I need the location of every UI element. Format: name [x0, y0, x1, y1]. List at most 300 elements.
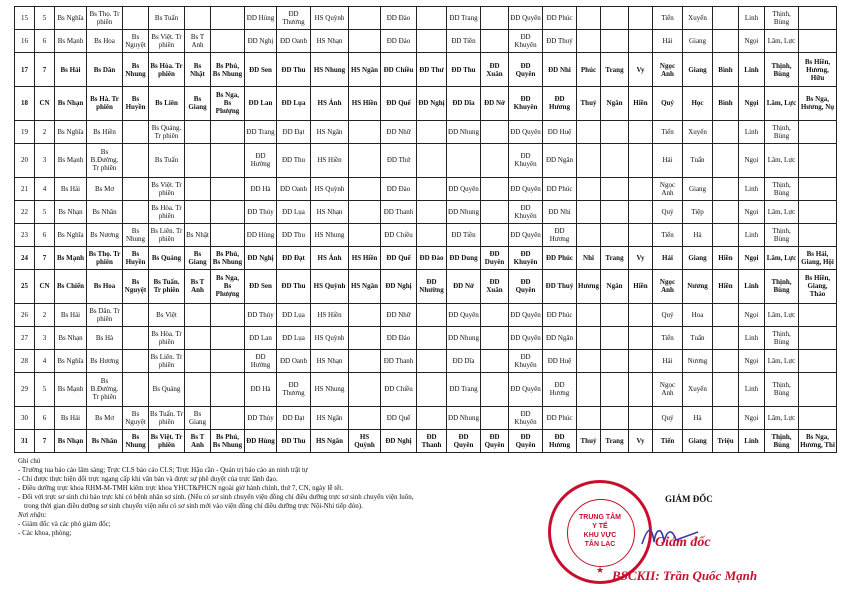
duty-cell	[349, 223, 381, 246]
date-cell: 23	[15, 223, 35, 246]
duty-cell	[601, 7, 629, 30]
duty-cell: ĐD Trang	[245, 120, 277, 143]
duty-cell	[577, 7, 601, 30]
duty-cell: Bs Nghĩa	[55, 349, 87, 372]
duty-cell: ĐD Hương	[543, 86, 577, 120]
duty-cell	[799, 30, 837, 53]
duty-cell: HS Hiền	[349, 86, 381, 120]
duty-cell	[481, 406, 509, 429]
table-row	[15, 53, 837, 87]
table-row	[15, 326, 837, 349]
duty-cell: Linh	[739, 7, 765, 30]
duty-cell	[577, 177, 601, 200]
duty-cell: ĐD Thu	[277, 429, 311, 452]
duty-cell	[601, 326, 629, 349]
duty-cell: ĐD Ngân	[543, 326, 577, 349]
duty-cell: Thịnh, Bùng	[765, 429, 799, 452]
duty-cell	[799, 303, 837, 326]
duty-cell	[601, 349, 629, 372]
duty-cell	[417, 177, 447, 200]
duty-cell: Giang	[683, 30, 713, 53]
duty-cell	[629, 223, 653, 246]
table-row	[15, 200, 837, 223]
duty-cell: ĐD Thanh	[381, 349, 417, 372]
duty-cell: Ngọc Anh	[653, 269, 683, 303]
duty-cell: ĐD Dĩa	[447, 349, 481, 372]
duty-cell: Bình	[713, 53, 739, 87]
duty-cell: Hiền	[713, 269, 739, 303]
duty-cell: Bs T Anh	[185, 269, 211, 303]
duty-schedule-table	[14, 6, 837, 453]
duty-cell	[123, 7, 149, 30]
duty-cell: Ngọi	[739, 143, 765, 177]
duty-cell: Thịnh, Bùng	[765, 223, 799, 246]
duty-cell	[713, 7, 739, 30]
duty-cell	[601, 200, 629, 223]
duty-cell: Giang	[683, 177, 713, 200]
date-cell: 29	[15, 372, 35, 406]
duty-cell: HS Ngân	[349, 53, 381, 87]
duty-cell: Hải	[653, 30, 683, 53]
duty-cell: Linh	[739, 269, 765, 303]
duty-cell: ĐD Thu	[447, 53, 481, 87]
duty-cell	[481, 223, 509, 246]
duty-cell: ĐD Quyên	[509, 223, 543, 246]
date-cell: 30	[15, 406, 35, 429]
duty-cell: Tiệp	[683, 200, 713, 223]
duty-cell	[481, 30, 509, 53]
duty-cell: ĐD Nhung	[447, 200, 481, 223]
duty-cell	[349, 326, 381, 349]
date-cell: 24	[15, 246, 35, 269]
duty-cell: ĐD Thủy	[245, 406, 277, 429]
duty-cell: Linh	[739, 372, 765, 406]
duty-cell	[349, 7, 381, 30]
duty-cell: Giang	[683, 246, 713, 269]
duty-cell	[349, 143, 381, 177]
duty-cell: Thuỷ	[577, 429, 601, 452]
duty-cell: HS Ngân	[311, 120, 349, 143]
duty-cell: ĐD Đào	[381, 177, 417, 200]
duty-cell: Lâm, Lực	[765, 246, 799, 269]
duty-cell: ĐD Sen	[245, 269, 277, 303]
duty-cell: Bs Thọ. Tr phiên	[87, 246, 123, 269]
date-cell: 31	[15, 429, 35, 452]
note-line: trong thời gian điều dưỡng sơ sinh chuyển viện nếu có sơ sinh mới vào viện đồng chí điều dưỡng trực Nội-Nhi tiếp đón).	[24, 502, 363, 510]
weekday-cell: CN	[35, 269, 55, 303]
duty-cell	[211, 406, 245, 429]
duty-cell: ĐD Đạt	[277, 120, 311, 143]
duty-cell: Quý	[653, 200, 683, 223]
duty-cell: ĐD Thư	[417, 53, 447, 87]
duty-cell: Lâm, Lực	[765, 30, 799, 53]
duty-cell: Học	[683, 86, 713, 120]
duty-cell: Bs Nhạn	[55, 429, 87, 452]
duty-cell: ĐD Phúc	[543, 7, 577, 30]
duty-cell: ĐD Hà	[245, 177, 277, 200]
duty-cell: ĐD Quyên	[509, 7, 543, 30]
recipient-line: - Các khoa, phòng;	[18, 529, 72, 537]
duty-cell: ĐD Khuyên	[509, 349, 543, 372]
duty-cell	[577, 200, 601, 223]
duty-cell	[211, 177, 245, 200]
duty-cell	[577, 349, 601, 372]
duty-cell: Tiến	[653, 120, 683, 143]
duty-cell	[123, 143, 149, 177]
duty-cell: ĐD Phúc	[543, 177, 577, 200]
date-cell: 22	[15, 200, 35, 223]
duty-cell: Bs Hòa. Tr phiên	[149, 200, 185, 223]
duty-cell: Lâm, Lực	[765, 303, 799, 326]
duty-cell: ĐD Oanh	[277, 349, 311, 372]
duty-cell	[211, 372, 245, 406]
duty-cell	[123, 303, 149, 326]
duty-cell: Hải	[653, 143, 683, 177]
duty-cell: Ngọi	[739, 86, 765, 120]
duty-cell: Bs T Anh	[185, 30, 211, 53]
duty-cell: Bs Mơ	[87, 177, 123, 200]
duty-cell: Tiến	[653, 326, 683, 349]
duty-cell: ĐD Tiền	[447, 223, 481, 246]
duty-cell	[447, 143, 481, 177]
weekday-cell: 5	[35, 372, 55, 406]
duty-cell	[211, 7, 245, 30]
duty-cell: Ngọi	[739, 303, 765, 326]
duty-cell: Bs B.Đường. Tr phiên	[87, 143, 123, 177]
duty-cell: ĐD Thanh	[417, 429, 447, 452]
duty-cell	[123, 200, 149, 223]
duty-cell: ĐD Thanh	[381, 200, 417, 223]
duty-cell: ĐD Xuân	[481, 53, 509, 87]
duty-cell: Vy	[629, 429, 653, 452]
duty-cell: Bs Hải	[55, 53, 87, 87]
duty-cell: Thuỷ	[577, 86, 601, 120]
duty-cell: ĐD Hương	[543, 372, 577, 406]
weekday-cell: 7	[35, 246, 55, 269]
duty-cell: ĐD Khuyên	[509, 30, 543, 53]
duty-cell	[211, 143, 245, 177]
duty-cell	[123, 177, 149, 200]
duty-cell: Bs Hòa. Tr phiên	[149, 53, 185, 87]
note-line: - Đối với trực sơ sinh chỉ báo trực khi có bệnh nhân sơ sinh. (Nếu có sơ sinh chuyển viện đồng chí điều dưỡng trực sơ sinh chuyển viện luôn,	[18, 493, 414, 501]
duty-cell	[481, 177, 509, 200]
duty-cell: ĐD Nghị	[381, 269, 417, 303]
duty-cell	[799, 200, 837, 223]
duty-cell: Bs Nga, Bs Phượng	[211, 269, 245, 303]
duty-cell: Ngọi	[739, 30, 765, 53]
duty-cell: ĐD Đảo	[381, 326, 417, 349]
duty-cell: Lâm, Lực	[765, 200, 799, 223]
duty-cell: Bs Việt. Tr phiên	[149, 429, 185, 452]
date-cell: 15	[15, 7, 35, 30]
duty-cell: Bs Nhạn	[55, 200, 87, 223]
duty-cell: Triệu	[713, 429, 739, 452]
signer-name: BSCKII: Trần Quốc Mạnh	[612, 568, 758, 583]
date-cell: 28	[15, 349, 35, 372]
duty-cell: ĐD Oanh	[277, 30, 311, 53]
table-row	[15, 349, 837, 372]
duty-cell: Vy	[629, 246, 653, 269]
duty-cell: ĐD Nhung	[447, 406, 481, 429]
duty-cell: ĐD Quyên	[509, 372, 543, 406]
duty-cell: HS Hiền	[311, 143, 349, 177]
duty-cell: Bs Giang	[185, 246, 211, 269]
duty-cell: Giang	[683, 53, 713, 87]
duty-cell	[481, 326, 509, 349]
duty-cell	[601, 223, 629, 246]
duty-cell: ĐD Thu	[277, 143, 311, 177]
duty-cell: ĐD Quế	[381, 86, 417, 120]
duty-cell: ĐD Nhi	[543, 200, 577, 223]
duty-cell	[417, 143, 447, 177]
duty-cell: Bs Tuấn	[149, 7, 185, 30]
duty-cell	[629, 372, 653, 406]
duty-cell	[417, 200, 447, 223]
duty-cell: ĐD Quyên	[447, 177, 481, 200]
duty-cell: Bs Hiền	[87, 120, 123, 143]
duty-cell	[629, 349, 653, 372]
duty-cell: HS Nhạn	[311, 349, 349, 372]
duty-cell: ĐD Nghị	[381, 429, 417, 452]
duty-cell: Bs Tuấn. Tr phiên	[149, 406, 185, 429]
duty-cell: ĐD Quyên	[447, 429, 481, 452]
weekday-cell: 6	[35, 30, 55, 53]
duty-cell	[185, 120, 211, 143]
duty-cell: Bs Nhân	[87, 429, 123, 452]
weekday-cell: 6	[35, 223, 55, 246]
duty-cell: ĐD Nhi	[543, 53, 577, 87]
duty-cell: ĐD Xuân	[481, 269, 509, 303]
duty-cell: Bs Nghĩa	[55, 223, 87, 246]
duty-cell: ĐD Hường	[245, 349, 277, 372]
duty-cell: ĐD Quyên	[447, 303, 481, 326]
duty-cell	[713, 120, 739, 143]
duty-cell: ĐD Sen	[245, 53, 277, 87]
duty-cell: ĐD Chiều	[381, 53, 417, 87]
duty-cell: Linh	[739, 326, 765, 349]
duty-cell: HS Ánh	[311, 246, 349, 269]
weekday-cell: 3	[35, 326, 55, 349]
duty-cell	[601, 30, 629, 53]
duty-cell: Ngọi	[739, 406, 765, 429]
duty-cell: Bs Hải	[55, 177, 87, 200]
duty-cell: ĐD Phúc	[543, 303, 577, 326]
duty-cell: Bs Nguyệt	[123, 269, 149, 303]
duty-cell	[799, 120, 837, 143]
duty-cell	[349, 372, 381, 406]
duty-cell	[123, 120, 149, 143]
duty-cell	[629, 406, 653, 429]
duty-cell	[417, 372, 447, 406]
duty-cell	[185, 7, 211, 30]
seal-star-icon: ★	[595, 565, 605, 575]
date-cell: 19	[15, 120, 35, 143]
duty-cell	[799, 372, 837, 406]
duty-cell	[417, 303, 447, 326]
duty-cell: Bs Hòa. Tr phiên	[149, 326, 185, 349]
duty-cell: ĐD Nhường	[417, 269, 447, 303]
duty-cell: HS Nhung	[311, 372, 349, 406]
duty-cell: Bs Nhạn	[55, 86, 87, 120]
duty-cell: Hải	[653, 246, 683, 269]
duty-cell: ĐD Thu	[277, 269, 311, 303]
duty-cell: ĐD Nhữ	[381, 303, 417, 326]
duty-cell: Bs Hải, Giang, Hội	[799, 246, 837, 269]
duty-cell: Bs Nga, Bs Phượng	[211, 86, 245, 120]
duty-cell: Bs Nghĩa	[55, 120, 87, 143]
duty-cell	[601, 372, 629, 406]
duty-cell: Bs Nhung	[123, 53, 149, 87]
duty-cell: Lâm, Lực	[765, 86, 799, 120]
duty-cell: Bs Nhung	[123, 223, 149, 246]
duty-cell	[577, 303, 601, 326]
duty-cell	[185, 372, 211, 406]
duty-cell: ĐD Thứ	[381, 143, 417, 177]
duty-cell	[799, 223, 837, 246]
table-row	[15, 372, 837, 406]
duty-cell: HS Ngân	[349, 269, 381, 303]
duty-cell: Bs Quảng. Tr phiên	[149, 120, 185, 143]
duty-cell: ĐD Quyên	[509, 303, 543, 326]
duty-cell: ĐD Thương	[277, 372, 311, 406]
duty-cell: Bs Giang	[185, 406, 211, 429]
duty-cell: HS Quỳnh	[311, 177, 349, 200]
duty-cell: Bs Liên. Tr phiên	[149, 223, 185, 246]
duty-cell	[713, 30, 739, 53]
duty-cell	[417, 30, 447, 53]
duty-cell: ĐD Quyên	[509, 120, 543, 143]
duty-cell: HS Quỳnh	[311, 269, 349, 303]
duty-cell: ĐD Thủy	[245, 303, 277, 326]
duty-cell	[713, 200, 739, 223]
table-row	[15, 143, 837, 177]
duty-cell	[713, 349, 739, 372]
duty-cell: Thịnh, Bùng	[765, 177, 799, 200]
duty-cell: Nương	[683, 349, 713, 372]
duty-cell: ĐD Lụa	[277, 86, 311, 120]
weekday-cell: 4	[35, 177, 55, 200]
duty-cell: ĐD Duyên	[481, 246, 509, 269]
duty-cell: ĐD Trang	[447, 7, 481, 30]
duty-cell: HS Quỳnh	[349, 429, 381, 452]
duty-cell: Hà	[683, 223, 713, 246]
seal-text: TÂN LẠC	[584, 541, 616, 548]
table-row	[15, 303, 837, 326]
duty-cell: ĐD Lụa	[277, 326, 311, 349]
duty-cell	[601, 120, 629, 143]
signature-title: GIÁM ĐỐC	[665, 494, 713, 504]
duty-cell: HS Quỳnh	[311, 7, 349, 30]
duty-cell: ĐD Khuyên	[509, 200, 543, 223]
duty-cell: Bs Phú, Bs Nhung	[211, 429, 245, 452]
duty-cell: Bs Hiền, Hương, Hữu	[799, 53, 837, 87]
duty-cell: ĐD Dung	[447, 246, 481, 269]
duty-cell: Bs Việt. Tr phiên	[149, 30, 185, 53]
duty-cell: ĐD Phúc	[543, 406, 577, 429]
duty-cell	[577, 326, 601, 349]
table-row	[15, 246, 837, 269]
duty-cell: Bs Mạnh	[55, 246, 87, 269]
duty-cell: ĐD Hường	[245, 143, 277, 177]
duty-cell: ĐD Quyên	[509, 269, 543, 303]
duty-cell: HS Hiền	[311, 303, 349, 326]
duty-cell: Ngọc Anh	[653, 372, 683, 406]
duty-cell	[629, 303, 653, 326]
duty-cell	[417, 223, 447, 246]
duty-cell: ĐD Lan	[245, 86, 277, 120]
duty-cell: ĐD Chiều	[381, 372, 417, 406]
duty-cell: Bs Hải	[55, 406, 87, 429]
duty-cell: Tiến	[653, 223, 683, 246]
duty-cell: Bs Quảng	[149, 246, 185, 269]
note-line: - Điều dưỡng trực khoa RHM-M-TMH kiêm trực khoa YHCT&PHCN ngoài giờ hành chính, thứ 7, CN, ngày lễ tết.	[18, 484, 344, 492]
duty-cell: ĐD Nở	[481, 86, 509, 120]
duty-cell: Tiến	[653, 429, 683, 452]
table-row	[15, 7, 837, 30]
duty-cell	[211, 200, 245, 223]
duty-cell: HS Hiền	[349, 246, 381, 269]
duty-cell	[629, 120, 653, 143]
date-cell: 27	[15, 326, 35, 349]
duty-cell: Linh	[739, 177, 765, 200]
duty-cell	[417, 120, 447, 143]
duty-cell	[211, 223, 245, 246]
duty-cell: Bs Mạnh	[55, 143, 87, 177]
date-cell: 26	[15, 303, 35, 326]
duty-cell: Bs Hoa	[87, 269, 123, 303]
duty-cell	[713, 223, 739, 246]
date-cell: 21	[15, 177, 35, 200]
duty-cell: Ngọi	[739, 246, 765, 269]
duty-cell: Tuấn	[683, 326, 713, 349]
duty-cell: Hương	[577, 269, 601, 303]
duty-cell: Tuấn	[683, 143, 713, 177]
duty-cell: ĐD Nở	[447, 269, 481, 303]
duty-cell	[211, 30, 245, 53]
duty-cell: ĐD Nhung	[447, 326, 481, 349]
duty-cell: ĐD Khuyên	[509, 246, 543, 269]
duty-cell: ĐD Nghị	[417, 86, 447, 120]
duty-cell: Ngọc Anh	[653, 177, 683, 200]
duty-cell: Bs Chiến	[55, 269, 87, 303]
duty-cell: Bs Mạnh	[55, 30, 87, 53]
duty-cell: Thịnh, Bùng	[765, 7, 799, 30]
duty-cell	[713, 326, 739, 349]
duty-cell: ĐD Quyên	[481, 429, 509, 452]
duty-cell: HS Ngân	[311, 429, 349, 452]
duty-cell	[577, 406, 601, 429]
weekday-cell: 5	[35, 7, 55, 30]
duty-cell: Xuyến	[683, 7, 713, 30]
duty-cell: Hoa	[683, 303, 713, 326]
duty-cell	[481, 7, 509, 30]
duty-cell	[577, 372, 601, 406]
duty-cell	[713, 406, 739, 429]
table-row	[15, 120, 837, 143]
duty-cell	[629, 200, 653, 223]
duty-cell: ĐD Quyên	[509, 177, 543, 200]
duty-cell: ĐD Khuyên	[509, 406, 543, 429]
duty-cell	[123, 372, 149, 406]
duty-cell: Bs Thọ. Tr phiên	[87, 7, 123, 30]
duty-cell: Linh	[739, 429, 765, 452]
duty-cell	[577, 143, 601, 177]
duty-cell: Ngọc Anh	[653, 53, 683, 87]
table-row	[15, 223, 837, 246]
duty-cell: HS Nhung	[311, 53, 349, 87]
duty-cell: Trang	[601, 246, 629, 269]
date-cell: 16	[15, 30, 35, 53]
